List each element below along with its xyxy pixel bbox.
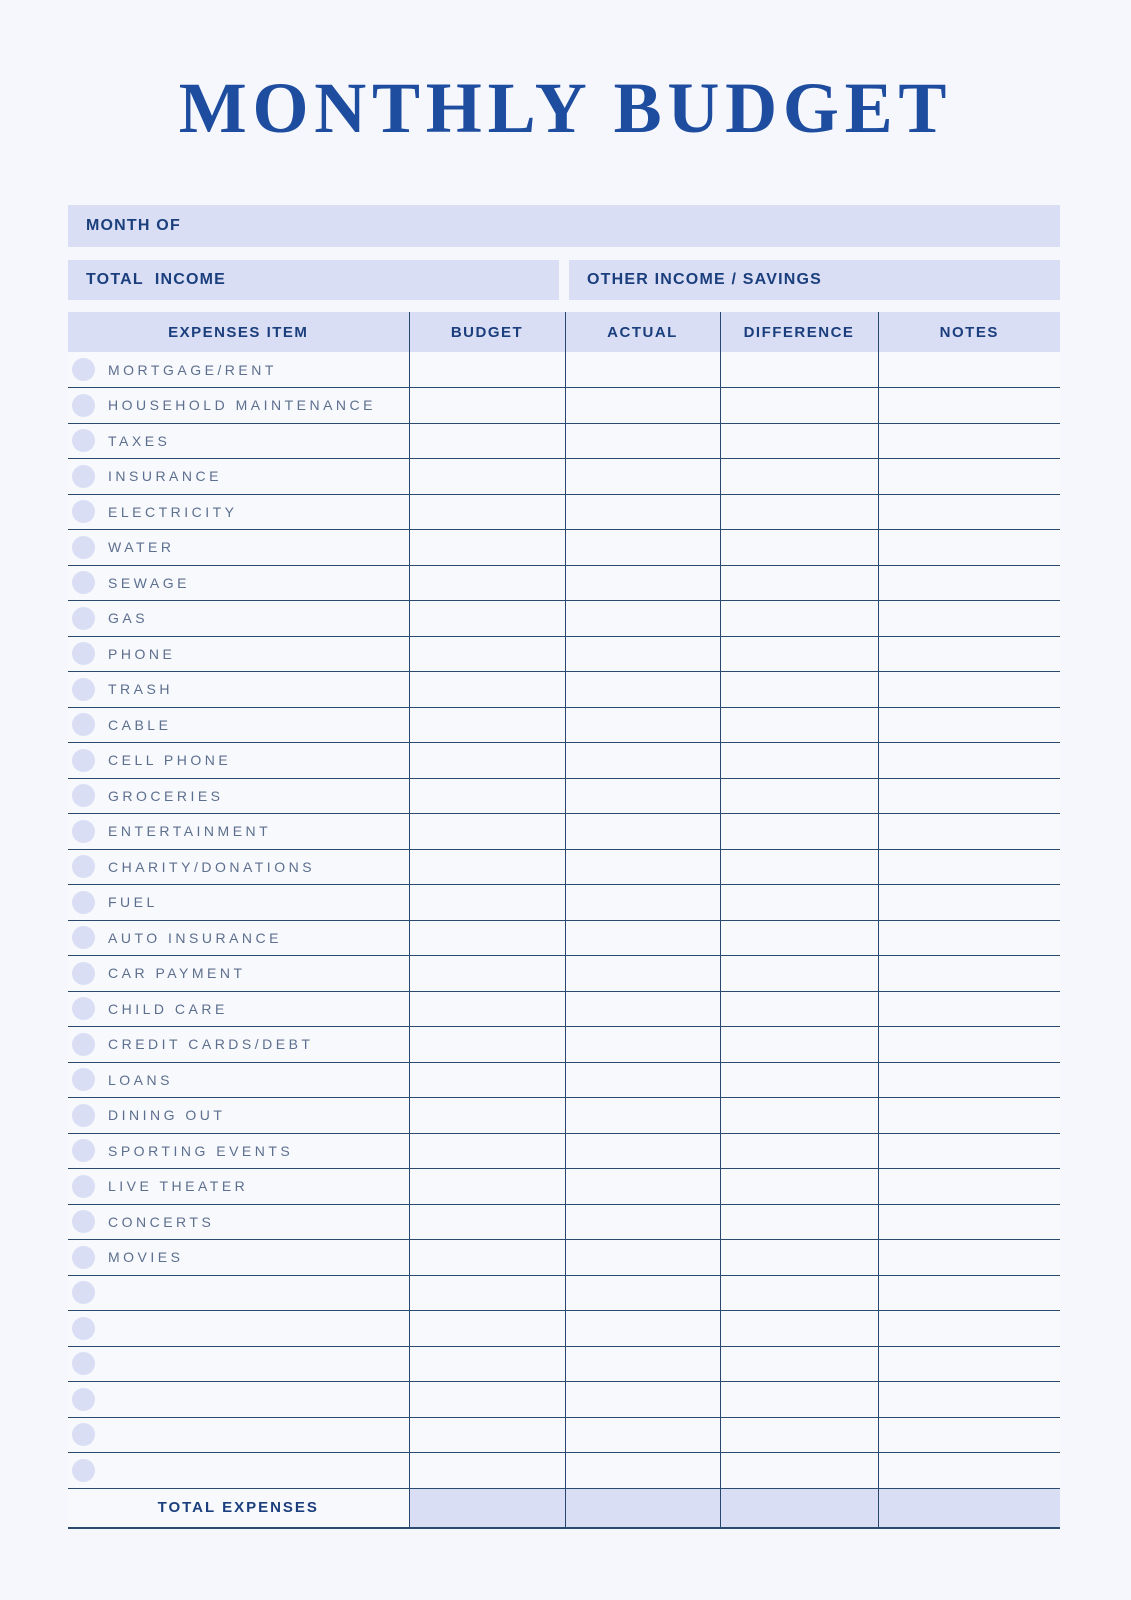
budget-cell[interactable] <box>409 1240 565 1276</box>
notes-cell[interactable] <box>878 743 1060 779</box>
actual-cell[interactable] <box>565 1062 720 1098</box>
difference-cell[interactable] <box>720 1382 878 1418</box>
expense-item-label: PHONE <box>108 645 176 662</box>
actual-cell[interactable] <box>565 778 720 814</box>
expense-row <box>68 814 1060 850</box>
budget-cell[interactable] <box>409 1027 565 1063</box>
actual-cell[interactable] <box>565 352 720 388</box>
expense-row <box>68 636 1060 672</box>
expense-item-label: GAS <box>108 610 149 627</box>
difference-cell[interactable] <box>720 388 878 424</box>
expense-item-cell[interactable] <box>68 1098 409 1134</box>
expense-row <box>68 707 1060 743</box>
expense-item-label: CREDIT CARDS/DEBT <box>108 1036 314 1053</box>
notes-cell[interactable] <box>878 1133 1060 1169</box>
expense-row <box>68 1169 1060 1205</box>
actual-cell[interactable] <box>565 388 720 424</box>
row-bullet-icon <box>72 891 95 914</box>
difference-cell[interactable] <box>720 1311 878 1347</box>
actual-cell[interactable] <box>565 423 720 459</box>
expense-item-cell[interactable] <box>68 1169 409 1205</box>
empty-expense-row <box>68 1275 1060 1311</box>
budget-cell[interactable] <box>409 778 565 814</box>
total-expenses-row <box>68 1488 1060 1528</box>
difference-cell[interactable] <box>720 885 878 921</box>
expense-item-cell[interactable] <box>68 494 409 530</box>
budget-cell[interactable] <box>409 1133 565 1169</box>
expense-row <box>68 849 1060 885</box>
row-bullet-icon <box>72 1423 95 1446</box>
budget-cell[interactable] <box>409 1275 565 1311</box>
notes-cell[interactable] <box>878 991 1060 1027</box>
budget-cell[interactable] <box>409 920 565 956</box>
notes-cell[interactable] <box>878 494 1060 530</box>
actual-cell[interactable] <box>565 991 720 1027</box>
actual-cell[interactable] <box>565 1133 720 1169</box>
actual-cell[interactable] <box>565 1027 720 1063</box>
budget-cell[interactable] <box>409 707 565 743</box>
expense-item-cell[interactable] <box>68 1027 409 1063</box>
budget-cell[interactable] <box>409 601 565 637</box>
budget-cell[interactable] <box>409 352 565 388</box>
expense-item-cell[interactable] <box>68 1275 409 1311</box>
notes-cell[interactable] <box>878 1453 1060 1489</box>
expense-item-cell[interactable] <box>68 1204 409 1240</box>
difference-cell[interactable] <box>720 1027 878 1063</box>
row-bullet-icon <box>72 1388 95 1411</box>
difference-cell[interactable] <box>720 1346 878 1382</box>
notes-cell[interactable] <box>878 388 1060 424</box>
budget-cell[interactable] <box>409 1098 565 1134</box>
expense-item-cell[interactable] <box>68 1062 409 1098</box>
actual-cell[interactable] <box>565 565 720 601</box>
actual-cell[interactable] <box>565 1453 720 1489</box>
column-header-notes: NOTES <box>878 312 1060 352</box>
notes-cell[interactable] <box>878 530 1060 566</box>
actual-cell[interactable] <box>565 1098 720 1134</box>
expense-item-label: INSURANCE <box>108 468 222 485</box>
expense-row <box>68 1133 1060 1169</box>
notes-cell[interactable] <box>878 1346 1060 1382</box>
notes-cell[interactable] <box>878 636 1060 672</box>
other-income-savings-field[interactable] <box>569 260 1060 300</box>
expense-item-cell[interactable] <box>68 352 409 388</box>
notes-cell[interactable] <box>878 956 1060 992</box>
expense-item-cell[interactable] <box>68 1240 409 1276</box>
actual-cell[interactable] <box>565 530 720 566</box>
expense-item-label: CHARITY/DONATIONS <box>108 858 316 875</box>
row-bullet-icon <box>72 820 95 843</box>
notes-cell[interactable] <box>878 565 1060 601</box>
difference-cell[interactable] <box>720 707 878 743</box>
expense-item-label: CAR PAYMENT <box>108 965 246 982</box>
expense-item-label: SEWAGE <box>108 574 190 591</box>
actual-cell[interactable] <box>565 636 720 672</box>
budget-cell[interactable] <box>409 1311 565 1347</box>
difference-cell[interactable] <box>720 601 878 637</box>
row-bullet-icon <box>72 1210 95 1233</box>
expense-item-cell[interactable] <box>68 565 409 601</box>
expense-row <box>68 1027 1060 1063</box>
difference-cell[interactable] <box>720 1204 878 1240</box>
budget-cell[interactable] <box>409 565 565 601</box>
expense-item-cell[interactable] <box>68 1311 409 1347</box>
budget-cell[interactable] <box>409 388 565 424</box>
actual-cell[interactable] <box>565 743 720 779</box>
notes-cell[interactable] <box>878 778 1060 814</box>
budget-cell[interactable] <box>409 849 565 885</box>
difference-cell[interactable] <box>720 814 878 850</box>
expenses-table-header <box>68 312 1060 352</box>
expense-item-label: DINING OUT <box>108 1107 226 1124</box>
expense-item-label: TAXES <box>108 432 171 449</box>
expense-item-cell[interactable] <box>68 1346 409 1382</box>
notes-cell[interactable] <box>878 885 1060 921</box>
expense-item-label: ENTERTAINMENT <box>108 823 272 840</box>
actual-cell[interactable] <box>565 920 720 956</box>
expense-item-cell[interactable] <box>68 388 409 424</box>
expense-item-cell[interactable] <box>68 1417 409 1453</box>
column-header-actual: ACTUAL <box>565 312 720 352</box>
budget-cell[interactable] <box>409 1346 565 1382</box>
expense-row <box>68 778 1060 814</box>
budget-cell[interactable] <box>409 423 565 459</box>
empty-expense-row <box>68 1311 1060 1347</box>
expense-item-label: LIVE THEATER <box>108 1178 249 1195</box>
expense-item-cell[interactable] <box>68 1133 409 1169</box>
expense-row <box>68 956 1060 992</box>
difference-cell[interactable] <box>720 991 878 1027</box>
budget-cell[interactable] <box>409 956 565 992</box>
expense-item-cell[interactable] <box>68 849 409 885</box>
actual-cell[interactable] <box>565 956 720 992</box>
column-header-expenses-item: EXPENSES ITEM <box>68 312 409 352</box>
budget-cell[interactable] <box>409 672 565 708</box>
expense-row <box>68 743 1060 779</box>
expense-item-label: CONCERTS <box>108 1213 215 1230</box>
expense-item-label: MORTGAGE/RENT <box>108 361 277 378</box>
total-income-field[interactable] <box>68 260 559 300</box>
total-expenses-label: TOTAL EXPENSES <box>68 1488 409 1528</box>
expense-row <box>68 1098 1060 1134</box>
empty-expense-row <box>68 1453 1060 1489</box>
empty-expense-row <box>68 1382 1060 1418</box>
expense-item-cell[interactable] <box>68 956 409 992</box>
notes-cell[interactable] <box>878 707 1060 743</box>
column-header-difference: DIFFERENCE <box>720 312 878 352</box>
notes-cell[interactable] <box>878 352 1060 388</box>
difference-cell[interactable] <box>720 672 878 708</box>
row-bullet-icon <box>72 1033 95 1056</box>
row-bullet-icon <box>72 713 95 736</box>
expense-item-label: HOUSEHOLD MAINTENANCE <box>108 397 376 414</box>
difference-cell[interactable] <box>720 778 878 814</box>
budget-cell[interactable] <box>409 1417 565 1453</box>
total-budget-cell[interactable] <box>409 1488 565 1528</box>
expense-item-cell[interactable] <box>68 1453 409 1489</box>
expense-row <box>68 530 1060 566</box>
row-bullet-icon <box>72 1104 95 1127</box>
actual-cell[interactable] <box>565 601 720 637</box>
notes-cell[interactable] <box>878 920 1060 956</box>
expense-row <box>68 459 1060 495</box>
expense-row <box>68 423 1060 459</box>
expense-row <box>68 1240 1060 1276</box>
difference-cell[interactable] <box>720 1275 878 1311</box>
row-bullet-icon <box>72 1352 95 1375</box>
expense-row <box>68 885 1060 921</box>
row-bullet-icon <box>72 784 95 807</box>
actual-cell[interactable] <box>565 814 720 850</box>
expense-item-cell[interactable] <box>68 1382 409 1418</box>
notes-cell[interactable] <box>878 423 1060 459</box>
difference-cell[interactable] <box>720 352 878 388</box>
row-bullet-icon <box>72 394 95 417</box>
expense-item-cell[interactable] <box>68 920 409 956</box>
row-bullet-icon <box>72 1317 95 1340</box>
difference-cell[interactable] <box>720 636 878 672</box>
difference-cell[interactable] <box>720 920 878 956</box>
expense-item-label: AUTO INSURANCE <box>108 929 282 946</box>
row-bullet-icon <box>72 962 95 985</box>
expense-row <box>68 352 1060 388</box>
expense-item-cell[interactable] <box>68 743 409 779</box>
actual-cell[interactable] <box>565 494 720 530</box>
month-of-label: MONTH OF <box>86 217 181 234</box>
expense-row <box>68 920 1060 956</box>
expenses-table-body <box>68 352 1060 1488</box>
row-bullet-icon <box>72 358 95 381</box>
expense-item-cell[interactable] <box>68 778 409 814</box>
actual-cell[interactable] <box>565 1240 720 1276</box>
actual-cell[interactable] <box>565 459 720 495</box>
notes-cell[interactable] <box>878 1417 1060 1453</box>
difference-cell[interactable] <box>720 459 878 495</box>
total-notes-cell[interactable] <box>878 1488 1060 1528</box>
expense-row <box>68 1204 1060 1240</box>
page-title: MONTHLY BUDGET <box>178 68 953 148</box>
notes-cell[interactable] <box>878 1382 1060 1418</box>
notes-cell[interactable] <box>878 1062 1060 1098</box>
empty-expense-row <box>68 1417 1060 1453</box>
row-bullet-icon <box>72 607 95 630</box>
row-bullet-icon <box>72 1175 95 1198</box>
notes-cell[interactable] <box>878 1098 1060 1134</box>
budget-cell[interactable] <box>409 814 565 850</box>
row-bullet-icon <box>72 465 95 488</box>
row-bullet-icon <box>72 1459 95 1482</box>
actual-cell[interactable] <box>565 1311 720 1347</box>
other-income-savings-label: OTHER INCOME / SAVINGS <box>587 271 823 288</box>
actual-cell[interactable] <box>565 1169 720 1205</box>
row-bullet-icon <box>72 1068 95 1091</box>
notes-cell[interactable] <box>878 459 1060 495</box>
expense-item-cell[interactable] <box>68 601 409 637</box>
actual-cell[interactable] <box>565 672 720 708</box>
notes-cell[interactable] <box>878 672 1060 708</box>
expense-item-cell[interactable] <box>68 814 409 850</box>
budget-cell[interactable] <box>409 530 565 566</box>
budget-cell[interactable] <box>409 743 565 779</box>
expense-item-cell[interactable] <box>68 885 409 921</box>
row-bullet-icon <box>72 1246 95 1269</box>
budget-cell[interactable] <box>409 459 565 495</box>
notes-cell[interactable] <box>878 1027 1060 1063</box>
expense-item-label: WATER <box>108 539 175 556</box>
budget-cell[interactable] <box>409 1382 565 1418</box>
expense-item-label: TRASH <box>108 681 173 698</box>
expense-item-cell[interactable] <box>68 707 409 743</box>
notes-cell[interactable] <box>878 1169 1060 1205</box>
expense-item-label: CHILD CARE <box>108 1000 228 1017</box>
expense-item-cell[interactable] <box>68 530 409 566</box>
actual-cell[interactable] <box>565 849 720 885</box>
difference-cell[interactable] <box>720 1240 878 1276</box>
row-bullet-icon <box>72 536 95 559</box>
row-bullet-icon <box>72 500 95 523</box>
column-header-budget: BUDGET <box>409 312 565 352</box>
expense-row <box>68 672 1060 708</box>
budget-cell[interactable] <box>409 636 565 672</box>
difference-cell[interactable] <box>720 1098 878 1134</box>
difference-cell[interactable] <box>720 849 878 885</box>
expense-row <box>68 565 1060 601</box>
difference-cell[interactable] <box>720 565 878 601</box>
difference-cell[interactable] <box>720 1062 878 1098</box>
expense-item-cell[interactable] <box>68 459 409 495</box>
month-of-field[interactable] <box>68 205 1060 247</box>
expense-item-label: GROCERIES <box>108 787 224 804</box>
notes-cell[interactable] <box>878 601 1060 637</box>
row-bullet-icon <box>72 642 95 665</box>
actual-cell[interactable] <box>565 1204 720 1240</box>
expense-row <box>68 991 1060 1027</box>
expense-item-cell[interactable] <box>68 991 409 1027</box>
expense-row <box>68 494 1060 530</box>
expense-item-cell[interactable] <box>68 672 409 708</box>
difference-cell[interactable] <box>720 530 878 566</box>
row-bullet-icon <box>72 571 95 594</box>
total-income-label: TOTAL INCOME <box>86 271 227 288</box>
expense-item-label: SPORTING EVENTS <box>108 1142 294 1159</box>
difference-cell[interactable] <box>720 1133 878 1169</box>
total-actual-cell[interactable] <box>565 1488 720 1528</box>
expense-item-cell[interactable] <box>68 423 409 459</box>
difference-cell[interactable] <box>720 1169 878 1205</box>
row-bullet-icon <box>72 429 95 452</box>
notes-cell[interactable] <box>878 1275 1060 1311</box>
expense-item-label: CABLE <box>108 716 172 733</box>
expense-item-label: FUEL <box>108 894 158 911</box>
expense-item-label: CELL PHONE <box>108 752 232 769</box>
notes-cell[interactable] <box>878 814 1060 850</box>
row-bullet-icon <box>72 1281 95 1304</box>
actual-cell[interactable] <box>565 1382 720 1418</box>
budget-cell[interactable] <box>409 494 565 530</box>
difference-cell[interactable] <box>720 1417 878 1453</box>
budget-cell[interactable] <box>409 885 565 921</box>
row-bullet-icon <box>72 1139 95 1162</box>
budget-cell[interactable] <box>409 1062 565 1098</box>
actual-cell[interactable] <box>565 1417 720 1453</box>
budget-cell[interactable] <box>409 1169 565 1205</box>
empty-expense-row <box>68 1346 1060 1382</box>
difference-cell[interactable] <box>720 743 878 779</box>
actual-cell[interactable] <box>565 1346 720 1382</box>
notes-cell[interactable] <box>878 1204 1060 1240</box>
difference-cell[interactable] <box>720 494 878 530</box>
row-bullet-icon <box>72 855 95 878</box>
expense-row <box>68 601 1060 637</box>
row-bullet-icon <box>72 997 95 1020</box>
actual-cell[interactable] <box>565 1275 720 1311</box>
row-bullet-icon <box>72 926 95 949</box>
budget-cell[interactable] <box>409 1204 565 1240</box>
expense-item-cell[interactable] <box>68 636 409 672</box>
actual-cell[interactable] <box>565 885 720 921</box>
row-bullet-icon <box>72 749 95 772</box>
expense-item-label: ELECTRICITY <box>108 503 238 520</box>
difference-cell[interactable] <box>720 1453 878 1489</box>
row-bullet-icon <box>72 678 95 701</box>
total-difference-cell[interactable] <box>720 1488 878 1528</box>
expense-item-label: LOANS <box>108 1071 173 1088</box>
difference-cell[interactable] <box>720 956 878 992</box>
notes-cell[interactable] <box>878 849 1060 885</box>
budget-cell[interactable] <box>409 991 565 1027</box>
expense-item-label: MOVIES <box>108 1249 184 1266</box>
budget-cell[interactable] <box>409 1453 565 1489</box>
notes-cell[interactable] <box>878 1240 1060 1276</box>
expenses-table <box>68 312 1060 1529</box>
actual-cell[interactable] <box>565 707 720 743</box>
difference-cell[interactable] <box>720 423 878 459</box>
expense-row <box>68 388 1060 424</box>
expense-row <box>68 1062 1060 1098</box>
notes-cell[interactable] <box>878 1311 1060 1347</box>
